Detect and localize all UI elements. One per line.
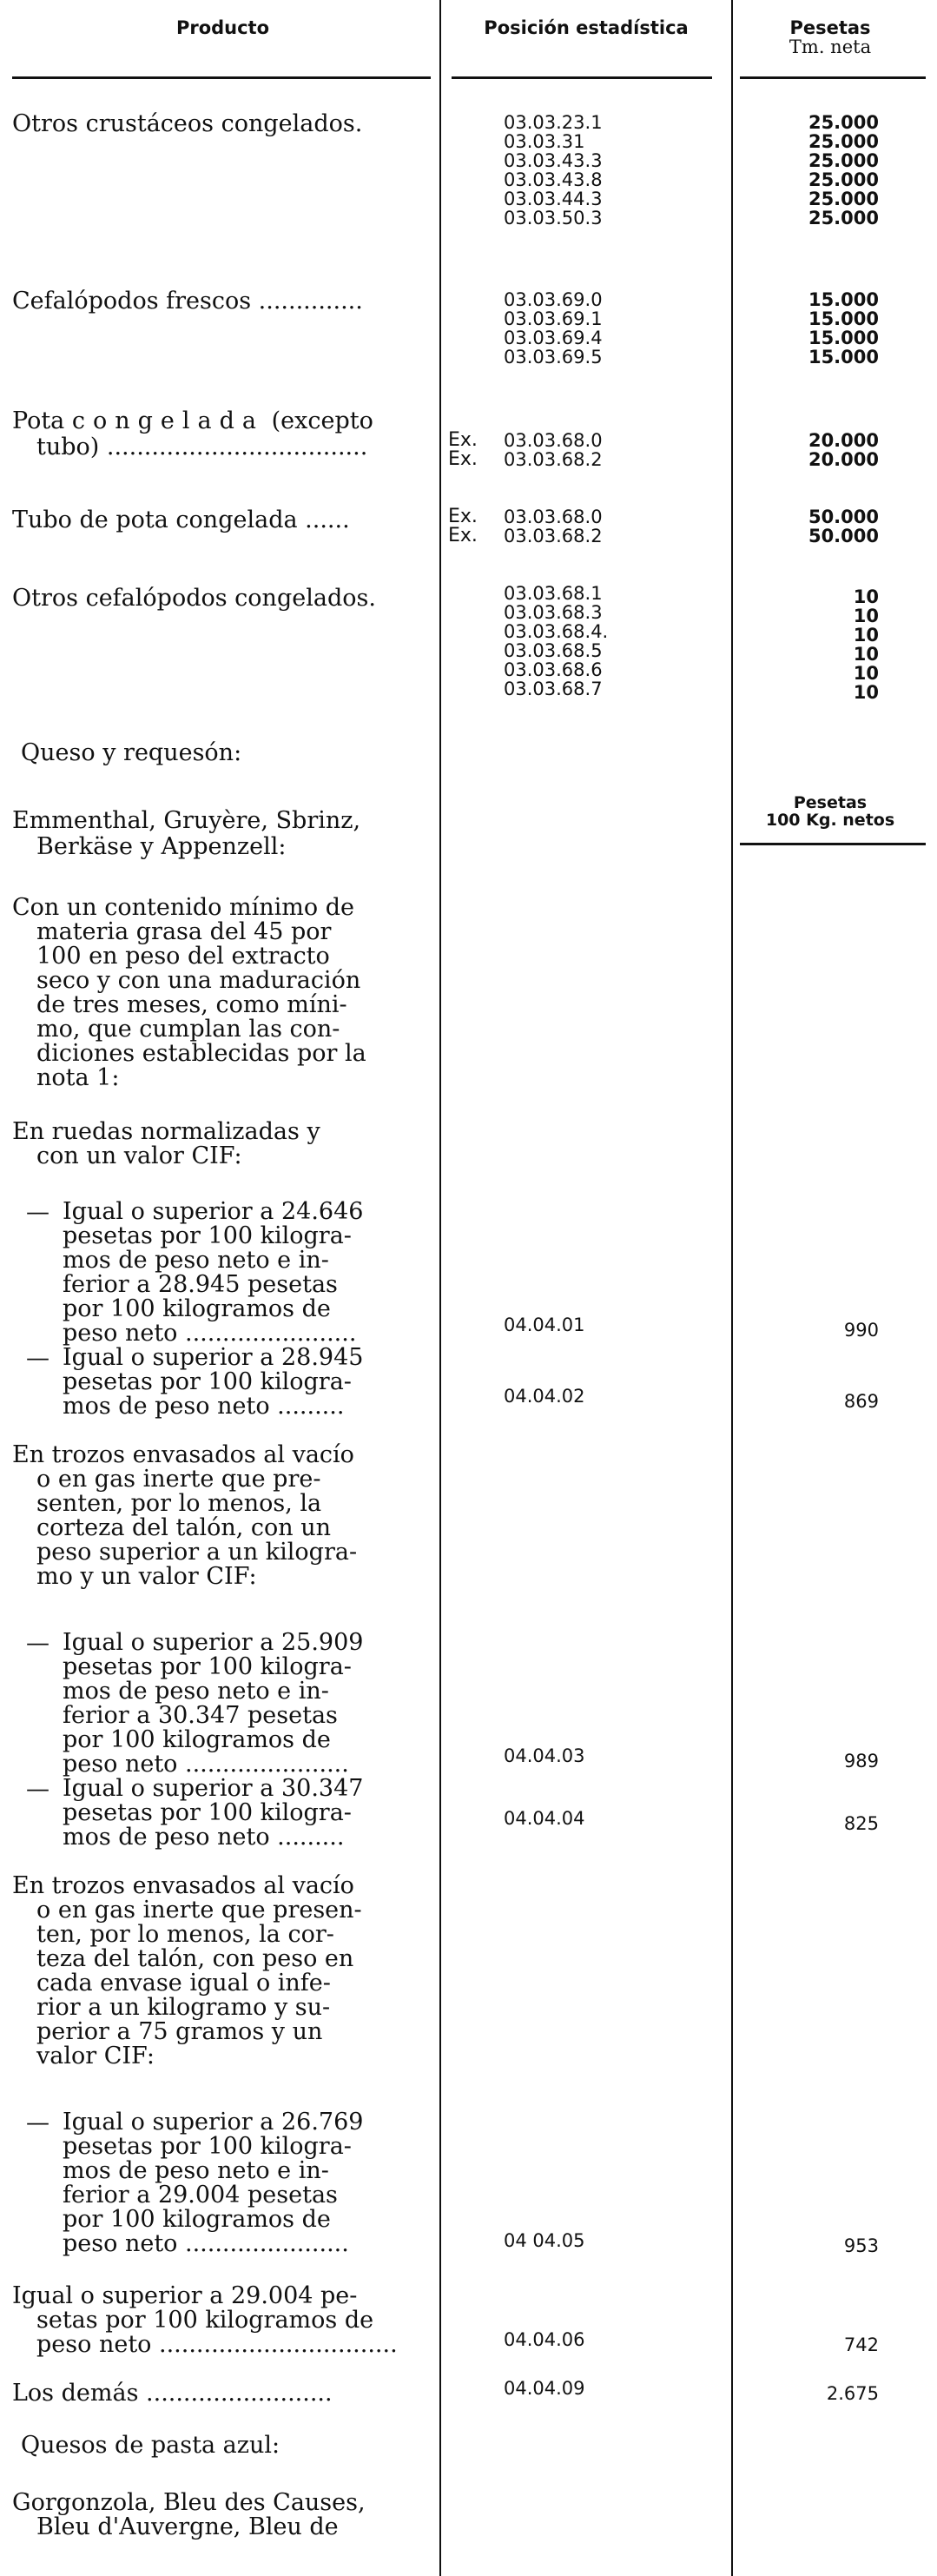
- text-t2: pesetas por 100 kilogra-: [63, 1799, 352, 1826]
- text-contenido: nota 1:: [36, 1064, 120, 1091]
- value: 25.000: [808, 208, 879, 228]
- code: 03.03.68.7: [504, 679, 603, 699]
- value: 15.000: [808, 347, 879, 368]
- code: 03.03.68.2: [504, 449, 603, 470]
- code: 03.03.68.3: [504, 602, 603, 623]
- text-u1: pesetas por 100 kilogra-: [63, 2133, 352, 2160]
- dash-bullet: —: [26, 1630, 49, 1657]
- value: 869: [843, 1391, 879, 1412]
- dash-bullet: —: [26, 1345, 49, 1372]
- text-u1: ferior a 29.004 pesetas: [63, 2182, 338, 2208]
- text-t1: Igual o superior a 25.909: [63, 1629, 364, 1656]
- text-t2: mos de peso neto .........: [63, 1824, 345, 1851]
- text-u1: mos de peso neto e in-: [63, 2157, 329, 2184]
- code: 03.03.69.0: [504, 289, 603, 310]
- text-r2: pesetas por 100 kilogra-: [63, 1368, 352, 1395]
- unit2-line1: Pesetas: [793, 793, 868, 812]
- text-r1: ferior a 28.945 pesetas: [63, 1271, 338, 1298]
- text-los-demas: Los demás .........................: [12, 2380, 333, 2407]
- value: 15.000: [808, 328, 879, 348]
- value: 25.000: [808, 169, 879, 190]
- pota-congelada-word: congelada: [71, 407, 265, 434]
- value: 990: [843, 1320, 879, 1341]
- text-trozos2: perior a 75 gramos y un: [36, 2018, 323, 2045]
- column-divider-right: [731, 0, 733, 2576]
- code: 04.04.06: [504, 2329, 585, 2350]
- code: 04.04.09: [504, 2378, 585, 2399]
- text-t1: pesetas por 100 kilogra-: [63, 1653, 352, 1680]
- text-t2: Igual o superior a 30.347: [63, 1775, 364, 1802]
- pota-word: Pota: [12, 407, 65, 434]
- text-ruedas: En ruedas normalizadas y: [12, 1118, 320, 1145]
- value: 25.000: [808, 189, 879, 209]
- value: 989: [843, 1751, 879, 1771]
- value: 15.000: [808, 289, 879, 310]
- text-trozos2: rior a un kilogramo y su-: [36, 1994, 331, 2021]
- code: 03.03.69.1: [504, 308, 603, 329]
- value: 50.000: [808, 507, 879, 527]
- dash-bullet: —: [26, 1776, 49, 1803]
- value: 25.000: [808, 112, 879, 133]
- ex-marker: Ex.: [448, 448, 478, 470]
- product-tubo-pota: Tubo de pota congelada ......: [12, 507, 350, 533]
- text-r2: Igual o superior a 28.945: [63, 1344, 364, 1371]
- code: 04.04.02: [504, 1386, 585, 1407]
- text-t1: por 100 kilogramos de: [63, 1726, 331, 1753]
- code: 03.03.68.0: [504, 507, 603, 527]
- code: 04 04.05: [504, 2230, 585, 2251]
- code: 03.03.68.0: [504, 430, 603, 451]
- value: 20.000: [808, 430, 879, 451]
- value: 20.000: [808, 449, 879, 470]
- code: 03.03.68.5: [504, 640, 603, 661]
- text-contenido: Con un contenido mínimo de: [12, 894, 354, 921]
- code: 03.03.69.5: [504, 347, 603, 368]
- text-trozos2: valor CIF:: [36, 2043, 155, 2069]
- value: 10: [853, 625, 879, 646]
- text-u1: peso neto ......................: [63, 2230, 349, 2257]
- text-u2: setas por 100 kilogramos de: [36, 2307, 374, 2334]
- value: 10: [853, 606, 879, 626]
- value: 25.000: [808, 150, 879, 171]
- product-cefalopodos-frescos: Cefalópodos frescos ..............: [12, 288, 363, 315]
- text-contenido: de tres meses, como míni-: [36, 991, 347, 1018]
- text-contenido: mo, que cumplan las con-: [36, 1016, 340, 1043]
- text-trozos2: o en gas inerte que presen-: [36, 1897, 362, 1924]
- product-emmenthal: Berkäse y Appenzell:: [36, 833, 287, 860]
- text-gorgonzola: Bleu d'Auvergne, Bleu de: [36, 2513, 339, 2540]
- product-emmenthal: Emmenthal, Gruyère, Sbrinz,: [12, 807, 361, 834]
- ex-marker: Ex.: [448, 506, 478, 527]
- pota-excepto: (excepto: [271, 407, 373, 434]
- text-trozos2: teza del talón, con peso en: [36, 1945, 354, 1972]
- text-trozos1: senten, por lo menos, la: [36, 1490, 322, 1517]
- text-trozos2: En trozos envasados al vacío: [12, 1872, 354, 1899]
- code: 03.03.69.4: [504, 328, 603, 348]
- text-contenido: diciones establecidas por la: [36, 1040, 366, 1067]
- value: 825: [843, 1813, 879, 1834]
- text-trozos1: corteza del talón, con un: [36, 1514, 332, 1541]
- text-u1: Igual o superior a 26.769: [63, 2109, 364, 2136]
- code: 03.03.50.3: [504, 208, 603, 228]
- text-trozos1: mo y un valor CIF:: [36, 1563, 257, 1590]
- product-pota-congelada: [12, 408, 433, 434]
- section-queso: Queso y requesón:: [21, 739, 242, 766]
- value: 10: [853, 682, 879, 703]
- code: 03.03.31: [504, 131, 585, 152]
- code: 03.03.23.1: [504, 112, 603, 133]
- text-u1: por 100 kilogramos de: [63, 2206, 331, 2233]
- text-r1: mos de peso neto e in-: [63, 1247, 329, 1274]
- text-r2: mos de peso neto .........: [63, 1393, 345, 1420]
- value: 953: [843, 2235, 879, 2256]
- code: 04.04.04: [504, 1808, 585, 1829]
- dash-bullet: —: [26, 2109, 49, 2136]
- code: 03.03.44.3: [504, 189, 603, 209]
- column-divider-left: [439, 0, 441, 2576]
- code: 03.03.68.4.: [504, 621, 609, 642]
- text-t1: mos de peso neto e in-: [63, 1678, 329, 1705]
- text-t1: peso neto ......................: [63, 1751, 349, 1778]
- text-ruedas: con un valor CIF:: [36, 1142, 242, 1169]
- code: 03.03.68.2: [504, 526, 603, 546]
- header-value-line2: Tm. neta: [789, 36, 872, 57]
- code: 04.04.03: [504, 1745, 585, 1766]
- text-contenido: seco y con una maduración: [36, 967, 361, 994]
- code: 03.03.68.6: [504, 659, 603, 680]
- text-gorgonzola: Gorgonzola, Bleu des Causes,: [12, 2489, 366, 2516]
- value: 742: [843, 2334, 879, 2355]
- value: 10: [853, 644, 879, 665]
- text-r1: pesetas por 100 kilogra-: [63, 1222, 352, 1249]
- product-otros-cefalopodos: Otros cefalópodos congelados.: [12, 585, 376, 612]
- text-trozos2: cada envase igual o infe-: [36, 1970, 331, 1997]
- value: 15.000: [808, 308, 879, 329]
- code: 03.03.68.1: [504, 583, 603, 604]
- ex-marker: Ex.: [448, 525, 478, 546]
- header-rule-mid: [452, 76, 712, 79]
- code: 04.04.01: [504, 1314, 585, 1335]
- header-product: Producto: [175, 17, 270, 38]
- header-position: Posición estadística: [484, 17, 689, 38]
- header-rule-right: [740, 76, 926, 79]
- ex-marker: Ex.: [448, 429, 478, 451]
- text-r1: por 100 kilogramos de: [63, 1295, 331, 1322]
- text-r1: peso neto .......................: [63, 1320, 357, 1347]
- dash-bullet: —: [26, 1199, 49, 1226]
- unit2-rule: [740, 843, 926, 845]
- product-otros-crustaceos: Otros crustáceos congelados.: [12, 110, 363, 137]
- value: 2.675: [826, 2383, 879, 2404]
- value: 10: [853, 663, 879, 684]
- value: 25.000: [808, 131, 879, 152]
- text-contenido: materia grasa del 45 por: [36, 918, 332, 945]
- unit2-line2: 100 Kg. netos: [765, 811, 895, 830]
- text-trozos1: En trozos envasados al vacío: [12, 1441, 354, 1468]
- header-value-line1: Pesetas: [789, 17, 871, 38]
- code: 03.03.43.3: [504, 150, 603, 171]
- text-u2: peso neto ................................: [36, 2331, 398, 2358]
- text-u2: Igual o superior a 29.004 pe-: [12, 2282, 358, 2309]
- header-rule-left: [12, 76, 431, 79]
- text-trozos2: ten, por lo menos, la cor-: [36, 1921, 334, 1948]
- text-trozos1: peso superior a un kilogra-: [36, 1539, 358, 1566]
- text-t1: ferior a 30.347 pesetas: [63, 1702, 338, 1729]
- value: 10: [853, 586, 879, 607]
- text-trozos1: o en gas inerte que pre-: [36, 1466, 321, 1493]
- code: 03.03.43.8: [504, 169, 603, 190]
- value: 50.000: [808, 526, 879, 546]
- text-r1: Igual o superior a 24.646: [63, 1198, 364, 1225]
- text-contenido: 100 en peso del extracto: [36, 943, 330, 970]
- section-pasta-azul: Quesos de pasta azul:: [21, 2432, 280, 2459]
- product-pota-line2: tubo) ...................................: [36, 434, 368, 460]
